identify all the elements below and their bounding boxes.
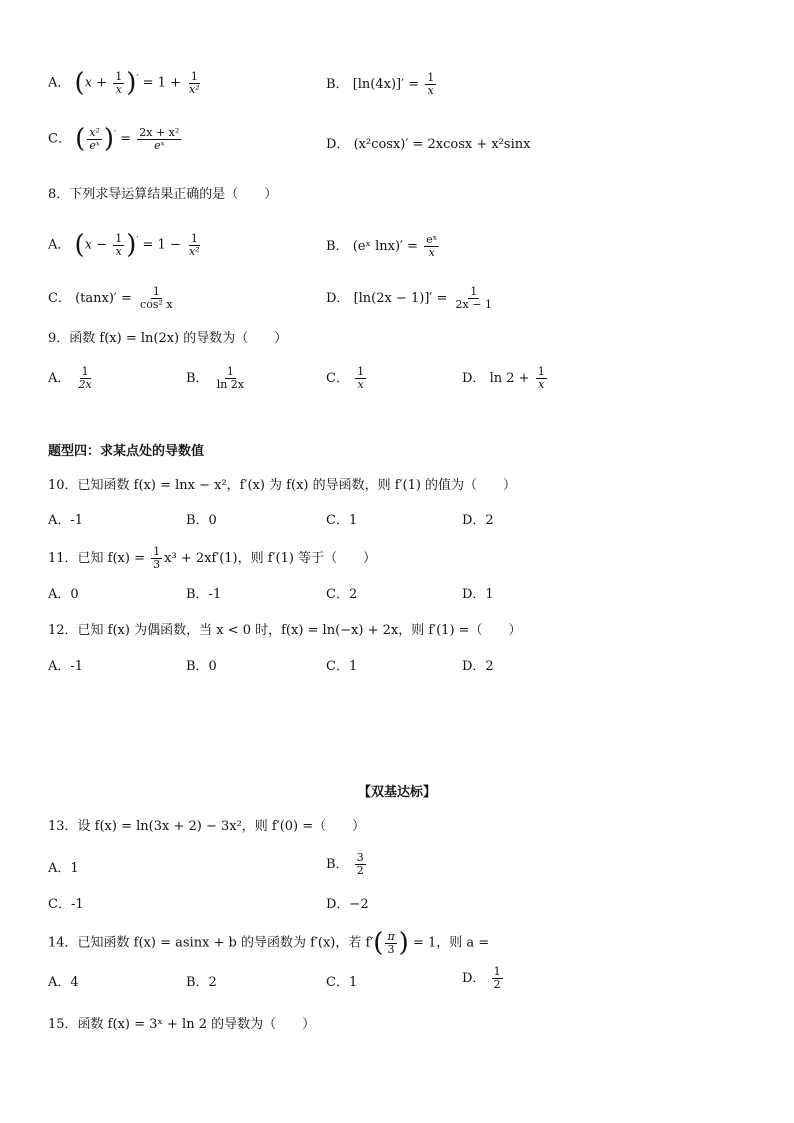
fraction: $\frac{1}{\ln 2x}$	[216, 365, 245, 391]
q12-stem: 12．已知 f(x) 为偶函数，当 x < 0 时，f(x) = ln(−x) + 2x，则 f′(1) =（ ）	[48, 623, 522, 638]
q10-option-c[interactable]: C．1	[326, 513, 358, 528]
q11-stem: 11．已知 f(x) = $\frac{1}{3}$ x³ + 2xf′(1)，则 f′(1) 等于（ ）	[48, 545, 377, 571]
q10-stem: 10．已知函数 f(x) = lnx − x²，f′(x) 为 f(x) 的导函数，则 f′(1) 的值为（ ）	[48, 478, 517, 493]
q7-option-b[interactable]: B． [ln(4x)]′ = $\frac{1}{x}$	[326, 71, 435, 97]
fraction: $\frac{1}{3}$	[153, 545, 161, 571]
q10-option-d[interactable]: D．2	[462, 513, 494, 528]
q8-option-a[interactable]: A． (x − $\frac{1}{x}$ )′ = 1 − $\frac{1}{\text{x²}}$	[48, 230, 200, 260]
fraction: $\frac{1}{\text{x²}}$	[189, 231, 200, 258]
q10-option-a[interactable]: A．-1	[48, 513, 84, 528]
q11-option-a[interactable]: A．0	[48, 587, 79, 602]
q9-option-d[interactable]: D． ln 2 + $\frac{1}{x}$	[462, 365, 545, 391]
q8-stem: 8．下列求导运算结果正确的是（ ）	[48, 187, 278, 202]
fraction: $\frac{3}{2}$	[356, 851, 364, 877]
fraction: $\frac{1}{x}$	[357, 365, 365, 391]
fraction: $\frac{1}{2x - 1}$	[455, 285, 492, 311]
q12-option-a[interactable]: A．-1	[48, 659, 84, 674]
q13-option-c[interactable]: C．-1	[48, 897, 84, 912]
fraction: $\frac{\pi}{3}$	[387, 929, 395, 956]
q9-option-b[interactable]: B． $\frac{1}{\ln 2x}$	[186, 365, 245, 391]
q10-option-b[interactable]: B．0	[186, 513, 217, 528]
q13-option-a[interactable]: A．1	[48, 861, 79, 876]
q13-option-b[interactable]: B． $\frac{3}{2}$	[326, 851, 364, 877]
fraction: $\frac{1}{2x}$	[78, 365, 92, 391]
fraction: $\frac{1}{\text{x²}}$	[189, 69, 200, 96]
q14-option-d[interactable]: D． $\frac{1}{2}$	[462, 965, 501, 991]
fraction: $\frac{\text{x²}}{\text{eˣ}}$	[89, 125, 100, 152]
q8-option-d[interactable]: D． [ln(2x − 1)]′ = $\frac{1}{2x - 1}$	[326, 285, 492, 311]
q14-option-b[interactable]: B．2	[186, 975, 217, 990]
section-heading: 题型四：求某点处的导数值	[48, 444, 205, 459]
q15-stem: 15．函数 f(x) = 3ˣ + ln 2 的导数为（ ）	[48, 1017, 316, 1032]
fraction: $\frac{1}{x}$	[115, 231, 123, 258]
q7-option-c[interactable]: C． ( $\frac{\text{x²}}{\text{eˣ}}$ )′ = $\frac{\text{2x + x²}}{\text{eˣ}}$	[48, 124, 180, 154]
q13-option-d[interactable]: D．−2	[326, 897, 369, 912]
fraction: $\frac{1}{\text{cos² x}}$	[140, 285, 173, 311]
q12-option-d[interactable]: D．2	[462, 659, 494, 674]
q13-stem: 13．设 f(x) = ln(3x + 2) − 3x²，则 f′(0) =（ ）	[48, 819, 366, 834]
fraction: $\frac{1}{2}$	[493, 965, 501, 991]
q11-option-c[interactable]: C．2	[326, 587, 358, 602]
q12-option-c[interactable]: C．1	[326, 659, 358, 674]
q9-option-a[interactable]: A． $\frac{1}{2x}$	[48, 365, 92, 391]
q11-option-b[interactable]: B．-1	[186, 587, 222, 602]
q9-option-c[interactable]: C． $\frac{1}{x}$	[326, 365, 365, 391]
q9-stem: 9．函数 f(x) = ln(2x) 的导数为（ ）	[48, 331, 288, 346]
section-title: 【双基达标】	[357, 785, 436, 800]
fraction: $\frac{1}{x}$	[115, 69, 123, 96]
q14-option-a[interactable]: A．4	[48, 975, 79, 990]
fraction: $\frac{\text{2x + x²}}{\text{eˣ}}$	[139, 125, 180, 152]
q7-option-d[interactable]: D． (x²cosx)′ = 2xcosx + x²sinx	[326, 137, 531, 152]
fraction: $\frac{1}{x}$	[427, 71, 435, 97]
fraction: $\frac{\text{eˣ}}{x}$	[426, 233, 438, 259]
q14-stem: 14．已知函数 f(x) = asinx + b 的导函数为 f′(x)，若 f′( $\frac{\pi}{3}$ ) = 1，则 a =	[48, 928, 490, 958]
q12-option-b[interactable]: B．0	[186, 659, 217, 674]
q8-option-b[interactable]: B． (eˣ lnx)′ = $\frac{\text{eˣ}}{x}$	[326, 233, 438, 259]
q11-option-d[interactable]: D．1	[462, 587, 494, 602]
q14-option-c[interactable]: C．1	[326, 975, 358, 990]
q7-option-a[interactable]: A． (x + $\frac{1}{x}$ )′ = 1 + $\frac{1}{\text{x²}}$	[48, 68, 200, 98]
fraction: $\frac{1}{x}$	[537, 365, 545, 391]
q8-option-c[interactable]: C． (tanx)′ = $\frac{1}{\text{cos² x}}$	[48, 285, 173, 311]
